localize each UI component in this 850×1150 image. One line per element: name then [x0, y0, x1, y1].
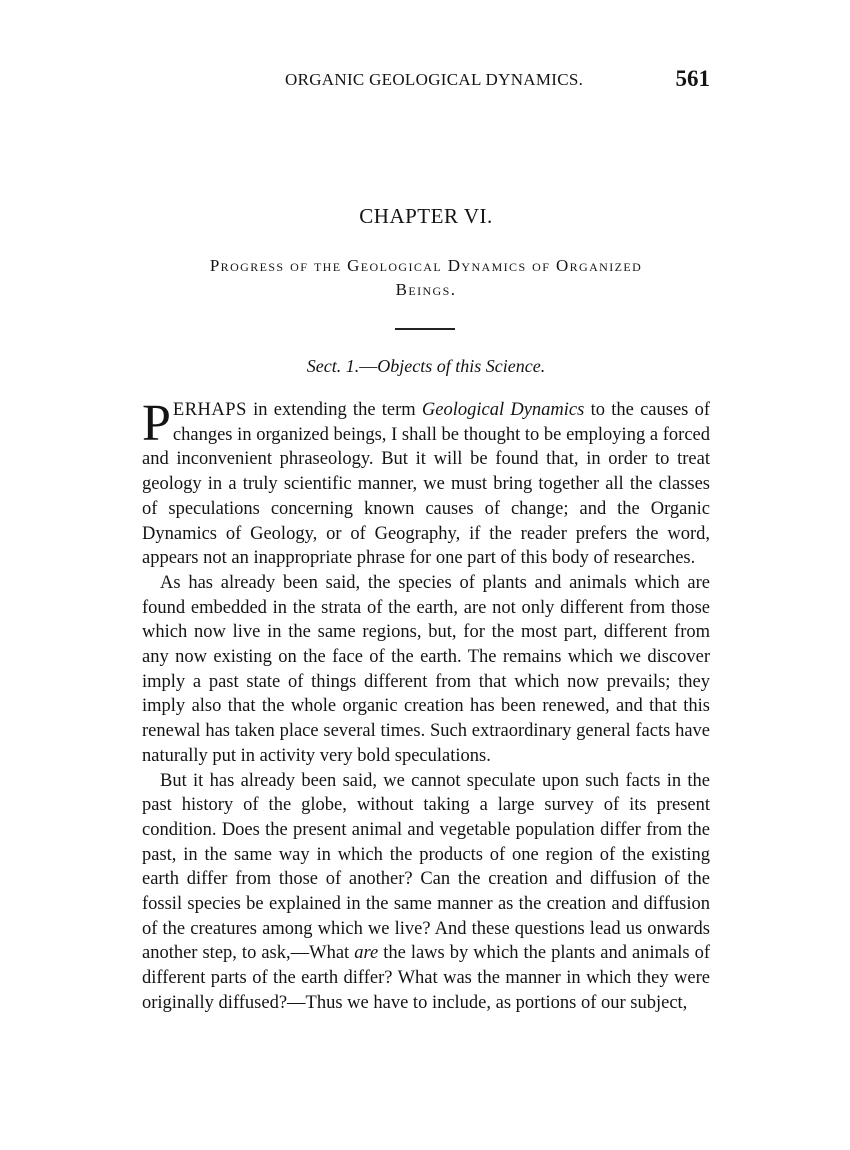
running-title: ORGANIC GEOLOGICAL DYNAMICS.: [285, 70, 584, 89]
paragraph-1-text-a: in extending the term: [246, 400, 422, 420]
page-number: 561: [675, 66, 710, 91]
paragraph-1-text-b: to the causes of changes in organized beings, I shall be thought to be employing a forced and inconvenient phraseology. But it will be found that, in order to treat geology in a truly scientific manner, we must bring together all the classes of speculations concerning known causes of change; and the Organic Dynamics of Geology, or of Geography, if the reader prefers the word, appears not an inappropriate phrase for one part of this body of researches.: [142, 400, 710, 569]
paragraph-3: [142, 769, 710, 1016]
paragraph-3-text-b: the laws by which the plants and animals of different parts of the earth differ? What was the manner in which they were originally diffused?—Thus we have to include, as portions of our subject,: [142, 943, 710, 1013]
paragraph-3-italic: are: [354, 943, 379, 964]
section-label: Sect. 1.: [306, 356, 360, 376]
body-text: [142, 395, 710, 1016]
section-title: Objects of this Science.: [377, 356, 546, 376]
chapter-subtitle: [142, 254, 710, 302]
section-heading: [142, 356, 710, 377]
section-divider-rule: [395, 328, 455, 330]
paragraph-1-caps: ERHAPS: [172, 400, 247, 420]
drop-cap: P: [142, 395, 171, 452]
paragraph-1: [142, 395, 710, 571]
section-dash: —: [359, 356, 378, 376]
chapter-heading: CHAPTER VI.: [359, 204, 493, 228]
chapter-subtitle-line-2: Beings.: [395, 280, 457, 299]
paragraph-1-italic: Geological Dynamics: [421, 400, 585, 420]
running-head: [142, 66, 710, 96]
paragraph-3-text-a: But it has already been said, we cannot speculate upon such facts in the past history of the globe, without taking a large survey of its present condition. Does the present animal and vegetable population differ from the past, in the same way in which the products of one region of the existing earth differ from those of another? Can the creation and diffusion of the fossil species be explained in the same manner as the creation and diffusion of the creatures among which we live? And these questions lead us onwards another step, to ask,—What: [142, 770, 710, 964]
paragraph-2: As has already been said, the species of plants and animals which are found embedded in the strata of the earth, are not only different from those which now live in the same regions, but, for the most part, different from any now existing on the face of the earth. The remains which we discover imply a past state of things different from that which now prevails; they imply also that the whole organic creation has been renewed, and that this renewal has taken place several times. Such extraordinary general facts have naturally put in activity very bold speculations.: [142, 572, 710, 766]
chapter-subtitle-line-1: Progress of the Geological Dynamics of Organized: [209, 256, 643, 275]
